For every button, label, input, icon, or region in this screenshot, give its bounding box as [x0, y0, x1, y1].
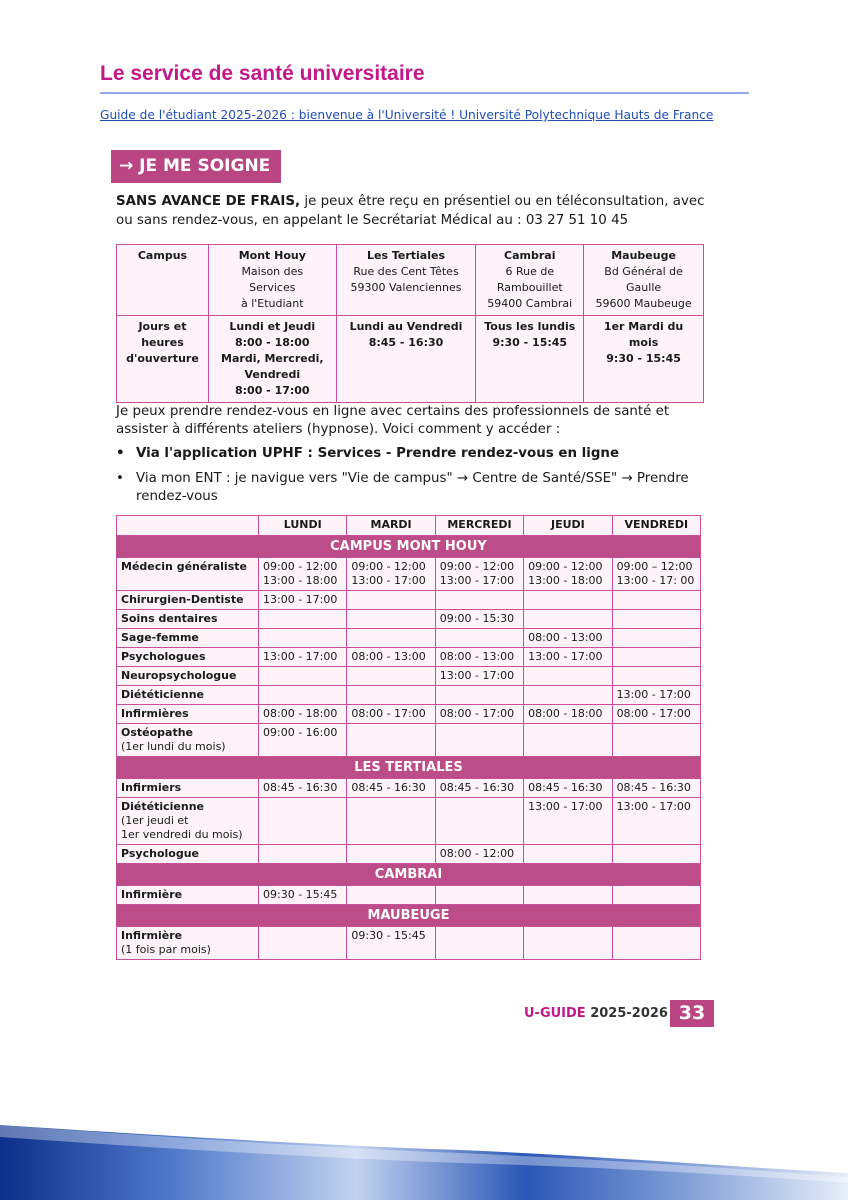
day-header: JEUDI	[524, 516, 612, 536]
time-slot: 09:30 - 15:45	[347, 927, 435, 960]
time-slot	[347, 629, 435, 648]
footer-guide	[524, 1006, 668, 1021]
campus-cell-maubeuge	[584, 245, 704, 316]
table-row	[117, 591, 701, 610]
time-slot: 08:45 - 16:30	[259, 779, 347, 798]
time-slot	[347, 724, 435, 757]
time-slot	[259, 686, 347, 705]
table-row	[117, 779, 701, 798]
service-name	[117, 927, 259, 960]
time-slot	[347, 610, 435, 629]
bullet-app-text: Via l'application UPHF : Services - Prendre rendez-vous en ligne	[136, 446, 620, 461]
section-band	[117, 536, 701, 558]
section-band-title: LES TERTIALES	[117, 757, 701, 779]
time-slot	[612, 629, 700, 648]
time-slot	[524, 927, 612, 960]
table-row	[117, 705, 701, 724]
time-slot	[259, 610, 347, 629]
service-name	[117, 779, 259, 798]
service-label: Infirmière	[121, 929, 183, 942]
campus-row	[117, 245, 704, 316]
service-note: (1er jeudi et 1er vendredi du mois)	[121, 814, 243, 841]
time-slot	[612, 845, 700, 864]
campus-name: Les Tertiales	[366, 249, 445, 262]
service-name	[117, 798, 259, 845]
service-label: Neuropsychologue	[121, 669, 237, 682]
section-band	[117, 757, 701, 779]
time-slot	[435, 686, 523, 705]
footer-guide-year: 2025-2026	[590, 1006, 668, 1021]
bullet-dot: •	[116, 471, 124, 486]
service-note: (1 fois par mois)	[121, 943, 211, 956]
time-slot: 13:00 - 17:00	[435, 667, 523, 686]
service-name	[117, 591, 259, 610]
time-slot	[259, 798, 347, 845]
schedule-header-row	[117, 516, 701, 536]
time-slot: 09:30 - 15:45	[259, 886, 347, 905]
hours-row	[117, 316, 704, 403]
time-slot	[259, 629, 347, 648]
day-header: MARDI	[347, 516, 435, 536]
campus-address: Maison des Services à l'Etudiant	[240, 265, 304, 310]
time-slot: 08:00 - 17:00	[612, 705, 700, 724]
service-label: Psychologue	[121, 847, 199, 860]
time-slot: 13:00 - 17:00	[612, 798, 700, 845]
time-slot: 13:00 - 17:00	[259, 591, 347, 610]
service-label: Psychologues	[121, 650, 206, 663]
table-row	[117, 667, 701, 686]
time-slot	[259, 845, 347, 864]
time-slot: 13:00 - 17:00	[524, 798, 612, 845]
time-slot: 08:00 - 13:00	[524, 629, 612, 648]
time-slot: 09:00 - 16:00	[259, 724, 347, 757]
service-label: Infirmiers	[121, 781, 182, 794]
time-slot: 08:45 - 16:30	[347, 779, 435, 798]
section-band-title: CAMPUS MONT HOUY	[117, 536, 701, 558]
page-number: 33	[670, 1000, 714, 1027]
time-slot	[435, 927, 523, 960]
time-slot: 09:00 - 12:00 13:00 - 18:00	[524, 558, 612, 591]
campus-address: Rue des Cent Têtes 59300 Valenciennes	[350, 265, 462, 294]
section-badge: → JE ME SOIGNE	[111, 150, 281, 183]
time-slot	[524, 845, 612, 864]
day-header: VENDREDI	[612, 516, 700, 536]
service-name	[117, 705, 259, 724]
service-label: Chirurgien-Dentiste	[121, 593, 244, 606]
section-band	[117, 905, 701, 927]
service-label: Diététicienne	[121, 688, 204, 701]
service-name	[117, 648, 259, 667]
time-slot: 09:00 - 12:00 13:00 - 18:00	[259, 558, 347, 591]
day-header: LUNDI	[259, 516, 347, 536]
time-slot: 09:00 - 15:30	[435, 610, 523, 629]
section-band-title: MAUBEUGE	[117, 905, 701, 927]
time-slot	[524, 610, 612, 629]
service-label: Infirmière	[121, 888, 183, 901]
time-slot: 08:00 - 18:00	[259, 705, 347, 724]
table-row	[117, 724, 701, 757]
time-slot	[259, 667, 347, 686]
time-slot	[435, 591, 523, 610]
time-slot: 08:45 - 16:30	[524, 779, 612, 798]
page-title: Le service de santé universitaire	[100, 62, 425, 85]
campus-name: Maubeuge	[611, 249, 676, 262]
campus-address: 6 Rue de Rambouillet 59400 Cambrai	[487, 265, 573, 310]
time-slot: 13:00 - 17:00	[259, 648, 347, 667]
campus-name: Cambrai	[504, 249, 556, 262]
time-slot: 08:00 - 17:00	[347, 705, 435, 724]
hours-cambrai: Tous les lundis 9:30 - 15:45	[476, 316, 584, 403]
decorative-footer-band	[0, 1125, 848, 1200]
title-divider	[100, 92, 749, 94]
service-label: Ostéopathe	[121, 726, 194, 739]
intro-rest: je peux être reçu en présentiel ou en téléconsultation, avec ou sans rendez-vous, en appelant le Secrétariat Médical au : 03 27 51 10 45	[116, 194, 705, 228]
time-slot: 08:45 - 16:30	[612, 779, 700, 798]
service-name	[117, 724, 259, 757]
time-slot: 08:45 - 16:30	[435, 779, 523, 798]
intro-text	[116, 192, 716, 230]
time-slot	[435, 886, 523, 905]
time-slot: 08:00 - 13:00	[435, 648, 523, 667]
time-slot	[435, 798, 523, 845]
campus-cell-tertiales	[336, 245, 476, 316]
service-note: (1er lundi du mois)	[121, 740, 226, 753]
service-name	[117, 629, 259, 648]
schedule-table	[116, 515, 701, 960]
time-slot	[524, 686, 612, 705]
time-slot	[347, 845, 435, 864]
time-slot	[435, 724, 523, 757]
time-slot	[612, 667, 700, 686]
time-slot: 13:00 - 17:00	[612, 686, 700, 705]
online-intro: Je peux prendre rendez-vous en ligne avec certains des professionnels de santé et assister à différents ateliers (hypnose). Voici comment y accéder :	[116, 404, 670, 437]
schedule-body	[117, 536, 701, 960]
service-name	[117, 610, 259, 629]
section-band-title: CAMBRAI	[117, 864, 701, 886]
campus-address: Bd Général de Gaulle 59600 Maubeuge	[595, 265, 692, 310]
hours-label: Jours et heures d'ouverture	[117, 316, 209, 403]
table-row	[117, 648, 701, 667]
time-slot	[347, 886, 435, 905]
bullet-ent-text: Via mon ENT : je navigue vers "Vie de campus" → Centre de Santé/SSE" → Prendre rendez-vous	[136, 471, 689, 504]
time-slot	[612, 648, 700, 667]
time-slot	[524, 591, 612, 610]
hours-maubeuge: 1er Mardi du mois 9:30 - 15:45	[584, 316, 704, 403]
section-band	[117, 864, 701, 886]
table-row	[117, 629, 701, 648]
table-row	[117, 845, 701, 864]
service-name	[117, 886, 259, 905]
day-header: MERCREDI	[435, 516, 523, 536]
hours-mont-houy: Lundi et Jeudi 8:00 - 18:00 Mardi, Mercredi, Vendredi 8:00 - 17:00	[208, 316, 336, 403]
campus-cell-cambrai	[476, 245, 584, 316]
bullet-dot: •	[116, 446, 125, 461]
time-slot	[612, 591, 700, 610]
time-slot	[524, 667, 612, 686]
table-row	[117, 610, 701, 629]
intro-bold: SANS AVANCE DE FRAIS,	[116, 194, 301, 209]
time-slot: 08:00 - 13:00	[347, 648, 435, 667]
time-slot: 13:00 - 17:00	[524, 648, 612, 667]
time-slot: 09:00 - 12:00 13:00 - 17:00	[435, 558, 523, 591]
campus-cell-mont-houy	[208, 245, 336, 316]
time-slot	[347, 686, 435, 705]
time-slot	[612, 724, 700, 757]
table-row	[117, 798, 701, 845]
campus-table	[116, 244, 704, 403]
time-slot	[524, 886, 612, 905]
service-label: Médecin généraliste	[121, 560, 247, 573]
service-name	[117, 558, 259, 591]
time-slot: 09:00 - 12:00 13:00 - 17:00	[347, 558, 435, 591]
table-row	[117, 686, 701, 705]
bullet-app	[116, 445, 716, 463]
time-slot	[524, 724, 612, 757]
time-slot: 08:00 - 18:00	[524, 705, 612, 724]
table-row	[117, 927, 701, 960]
time-slot	[259, 927, 347, 960]
time-slot	[347, 798, 435, 845]
campus-name: Mont Houy	[238, 249, 306, 262]
time-slot	[435, 629, 523, 648]
service-name	[117, 845, 259, 864]
hours-tertiales: Lundi au Vendredi 8:45 - 16:30	[336, 316, 476, 403]
time-slot	[347, 591, 435, 610]
time-slot: 09:00 – 12:00 13:00 - 17: 00	[612, 558, 700, 591]
bullet-ent	[116, 470, 716, 506]
service-label: Sage-femme	[121, 631, 199, 644]
footer-guide-prefix: U-GUIDE	[524, 1006, 586, 1021]
time-slot	[612, 886, 700, 905]
time-slot	[612, 927, 700, 960]
time-slot: 08:00 - 17:00	[435, 705, 523, 724]
table-row	[117, 558, 701, 591]
time-slot	[347, 667, 435, 686]
time-slot	[612, 610, 700, 629]
service-name	[117, 667, 259, 686]
service-label: Diététicienne	[121, 800, 204, 813]
schedule-corner	[117, 516, 259, 536]
campus-label: Campus	[117, 245, 209, 316]
service-name	[117, 686, 259, 705]
guide-link[interactable]: Guide de l'étudiant 2025-2026 : bienvenue à l'Université ! Université Polytechnique Hauts de France	[100, 108, 714, 122]
service-label: Infirmières	[121, 707, 189, 720]
service-label: Soins dentaires	[121, 612, 218, 625]
time-slot: 08:00 - 12:00	[435, 845, 523, 864]
table-row	[117, 886, 701, 905]
